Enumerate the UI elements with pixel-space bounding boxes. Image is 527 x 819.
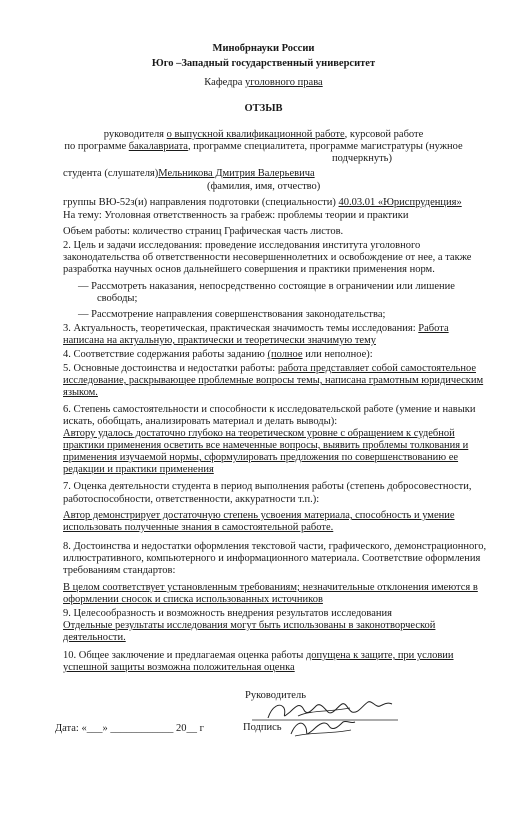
section-7-line-2: работоспособности, ответственности, аккуратности т.п.):	[63, 494, 320, 505]
subtitle-line-2	[0, 141, 527, 153]
section-10-answer: допущена к защите, при условии	[305, 650, 454, 661]
section-8-line-3: требованиям стандартов:	[63, 565, 176, 576]
specialty-code: 40.03.01 «Юриспруденция»	[338, 197, 462, 208]
section-8-line-5: оформлении сносок и списка использованных источников	[63, 594, 323, 605]
section-6-line-3: Автору удалось достаточно глубоко на теоретическом уровне с обращением к судебной	[63, 428, 455, 439]
section-10-line-2: успешной защиты возможна положительная оценка	[63, 662, 295, 673]
section-3-label: 3. Актуальность, теоретическая, практическая значимость темы исследования:	[63, 323, 419, 334]
work-type-selected: о выпускной квалификационной работе	[166, 129, 345, 140]
document-title: ОТЗЫВ	[244, 103, 283, 114]
subtitle-text: руководителя	[103, 129, 167, 140]
section-3-line-1	[63, 323, 449, 335]
section-5-line-2: исследование, раскрывающее проблемные вопросы темы, написана грамотным юридическим	[63, 375, 484, 386]
topic-line: На тему: Уголовная ответственность за грабеж: проблемы теории и практики	[63, 210, 409, 221]
department-prefix: Кафедра	[204, 77, 246, 88]
section-4-label: или неполное):	[302, 349, 373, 360]
department-line	[0, 77, 527, 89]
section-2-bullet-2: — Рассмотрение направления совершенствования законодательства;	[78, 309, 386, 320]
section-9-line-1: 9. Целесообразность и возможность внедрения результатов исследования	[63, 608, 392, 619]
handwritten-signature	[285, 714, 365, 742]
student-name-hint: (фамилия, имя, отчество)	[207, 181, 321, 192]
subtitle-line-3: подчеркнуть)	[332, 153, 392, 164]
ministry-heading: Минобрнауки России	[212, 43, 315, 54]
section-2-bullet-1-line-2: свободы;	[97, 293, 138, 304]
section-2-line-2: законодательства об ответственности несовершеннолетних и освобождение от нее, а также	[63, 252, 472, 263]
section-5-line-1	[63, 363, 476, 375]
section-8-line-1: 8. Достоинства и недостатки оформления текстовой части, графического, демонстрационного,	[63, 541, 487, 552]
subtitle-text: по программе	[64, 141, 129, 152]
student-line	[63, 168, 315, 180]
section-7-line-1: 7. Оценка деятельности студента в период выполнения работы (степень добросовестности,	[63, 481, 472, 492]
section-6-line-2: искать, обобщать, анализировать материал и делать выводы):	[63, 416, 338, 427]
volume-line: Объем работы: количество страниц Графическая часть листов.	[63, 226, 344, 237]
student-label: студента (слушателя)	[63, 168, 159, 179]
department-name: уголовного права	[245, 77, 323, 88]
section-3-answer: Работа	[418, 323, 449, 334]
university-heading: Юго –Западный государственный университет	[151, 58, 376, 69]
section-2-bullet-1-line-1: — Рассмотреть наказания, непосредственно состоящие в ограничении или лишение	[78, 281, 455, 292]
student-name: Мельникова Дмитрия Валерьевича	[158, 168, 315, 179]
section-7-line-4: использовать полученные знания в самостоятельной работе.	[63, 522, 334, 533]
section-7-line-3: Автор демонстрирует достаточную степень усвоения материала, способность и умение	[63, 510, 455, 521]
section-6-line-5: применения изучаемой нормы, сформулировать предложения по совершенствованию ее	[63, 452, 459, 463]
section-10-line-1	[63, 650, 454, 662]
section-8-line-4: В целом соответствует установленным требованиям; незначительные отклонения имеются в	[63, 582, 478, 593]
program-selected: бакалавриата	[128, 141, 188, 152]
subtitle-line-1	[0, 129, 527, 141]
section-6-line-1: 6. Степень самостоятельности и способности к исследовательской работе (умение и навыки	[63, 404, 476, 415]
section-5-label: 5. Основные достоинства и недостатки работы:	[63, 363, 278, 374]
section-3-line-2: написана на актуальную, практически и теоретически значимую тему	[63, 335, 376, 346]
section-6-line-4: практики применения осветить все намеченные вопросы, выявить проблемы толкования и	[63, 440, 469, 451]
section-6-line-6: редакции и практики применения	[63, 464, 214, 475]
section-9-line-3: деятельности.	[63, 632, 126, 643]
section-4-label: 4. Соответствие содержания работы заданию	[63, 349, 268, 360]
section-10-label: 10. Общее заключение и предлагаемая оценка работы	[63, 650, 306, 661]
group-line	[63, 197, 462, 209]
section-2-line-3: разработка научных основ дальнейшего совершения и практики применения норм.	[63, 264, 435, 275]
signature-label: Подпись	[243, 722, 282, 733]
section-5-answer: работа представляет собой самостоятельное	[277, 363, 477, 374]
date-line: Дата: «___» ____________ 20__ г	[55, 723, 204, 734]
group-text: группы ВЮ-52з(и) направления подготовки (специальности)	[63, 197, 339, 208]
section-2-line-1: 2. Цель и задачи исследования: проведение исследования института уголовного	[63, 240, 421, 251]
section-4-answer: (полное	[267, 349, 303, 360]
supervisor-label: Руководитель	[245, 690, 306, 701]
section-4-line	[63, 349, 373, 361]
subtitle-text: , курсовой работе	[344, 129, 424, 140]
section-5-line-3: языком.	[63, 387, 98, 398]
subtitle-text: , программе специалитета, программе магистратуры (нужное	[187, 141, 463, 152]
section-9-line-2: Отдельные результаты исследования могут быть использованы в законотворческой	[63, 620, 436, 631]
section-8-line-2: иллюстративного, компьютерного и информационного материала. Соответствие оформления	[63, 553, 481, 564]
